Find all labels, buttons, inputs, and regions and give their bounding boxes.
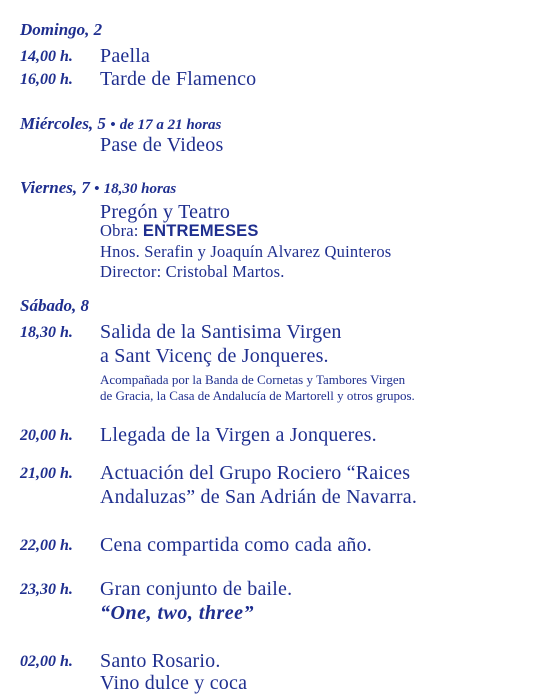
director-text: Director: Cristobal Martos.	[100, 262, 285, 281]
event-time: 20,00 h.	[20, 427, 73, 444]
day-name: Viernes, 7	[20, 178, 90, 197]
event-time: 22,00 h.	[20, 537, 73, 554]
event-text: Cena compartida como cada año.	[100, 534, 372, 556]
day-heading-miercoles	[20, 114, 221, 134]
obra-label: Obra:	[100, 221, 139, 240]
event-text: Llegada de la Virgen a Jonqueres.	[100, 424, 377, 446]
day-name: Miércoles, 5	[20, 114, 106, 133]
event-time: 02,00 h.	[20, 653, 73, 670]
event-note: Acompañada por la Banda de Cornetas y Tambores Virgen	[100, 372, 406, 387]
event-time: 16,00 h.	[20, 71, 73, 88]
event-text: Tarde de Flamenco	[100, 68, 257, 90]
obra-line	[100, 221, 259, 241]
obra-title: ENTREMESES	[142, 222, 259, 240]
day-heading-sabado: Sábado, 8	[20, 296, 89, 315]
event-text: a Sant Vicenç de Jonqueres.	[100, 345, 329, 367]
event-text: Vino dulce y coca	[100, 672, 248, 694]
event-text: Salida de la Santisima Virgen	[100, 321, 342, 343]
event-quote: “One, two, three”	[100, 602, 255, 624]
event-text: Pregón y Teatro	[100, 201, 231, 223]
event-text: Actuación del Grupo Rociero “Raices	[100, 462, 411, 484]
bullet: •	[110, 117, 116, 133]
bullet: •	[94, 181, 100, 197]
event-note: de Gracia, la Casa de Andalucía de Martorell y otros grupos.	[100, 388, 415, 403]
day-hours: 18,30 horas	[103, 181, 177, 197]
day-hours: de 17 a 21 horas	[119, 117, 222, 133]
day-heading-viernes	[20, 178, 176, 198]
event-time: 21,00 h.	[20, 465, 73, 482]
day-heading-domingo: Domingo, 2	[20, 20, 103, 39]
event-time: 14,00 h.	[20, 48, 73, 65]
event-time: 23,30 h.	[20, 581, 73, 598]
event-text: Paella	[100, 45, 151, 67]
authors-text: Hnos. Serafin y Joaquín Alvarez Quinteros	[100, 242, 392, 261]
event-text: Andaluzas” de San Adrián de Navarra.	[100, 486, 418, 508]
event-time: 18,30 h.	[20, 324, 73, 341]
event-text: Pase de Videos	[100, 134, 224, 156]
event-text: Santo Rosario.	[100, 650, 221, 672]
event-text: Gran conjunto de baile.	[100, 578, 293, 600]
